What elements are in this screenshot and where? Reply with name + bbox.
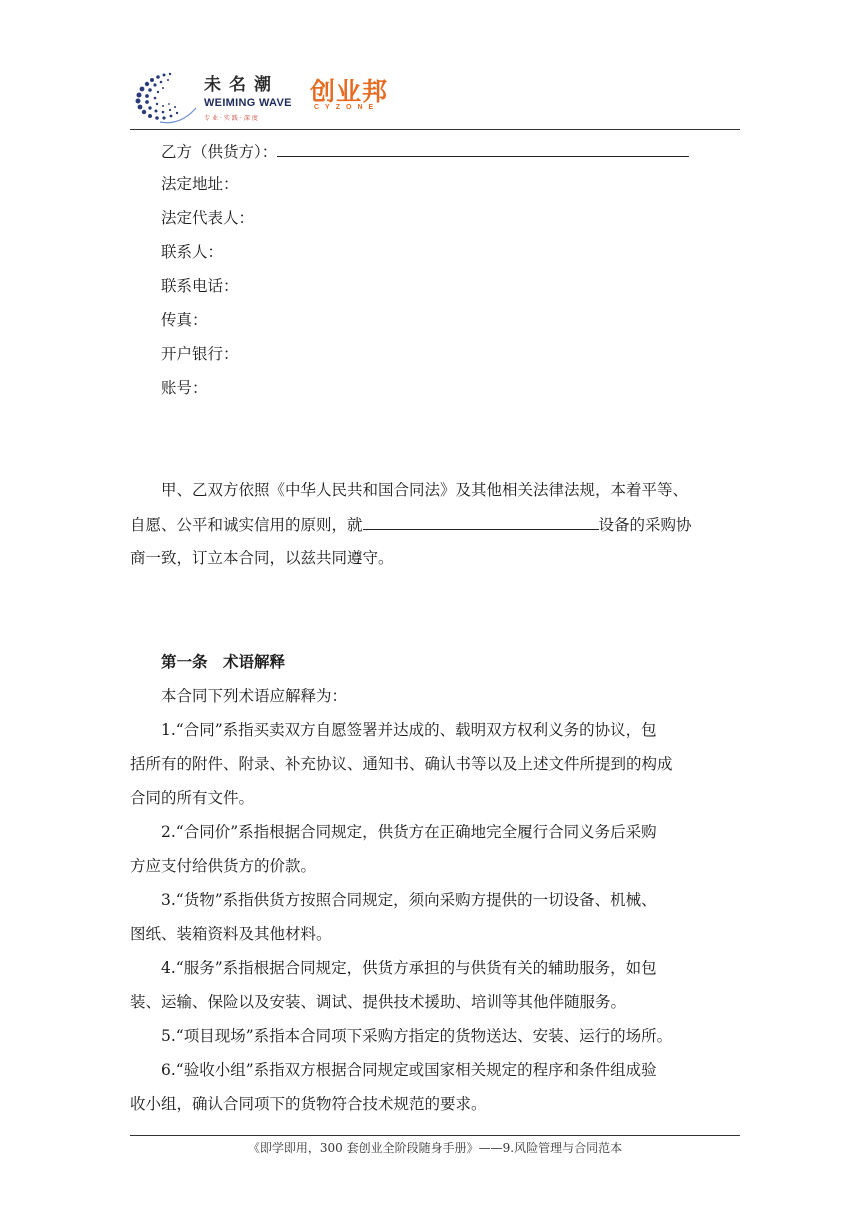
- field-account-number: 账号：: [161, 379, 208, 397]
- weiming-wave-logo-icon: [130, 68, 202, 126]
- term-service-line-1: 4.“服务”系指根据合同规定，供货方承担的与供货有关的辅助服务，如包: [161, 959, 657, 977]
- field-legal-representative: 法定代表人：: [161, 209, 255, 227]
- preamble-line-2-before: 自愿、公平和诚实信用的原则，就: [130, 516, 363, 534]
- header-divider: [130, 129, 740, 130]
- cyzone-cn-name: 创业邦: [310, 77, 389, 106]
- term-price-line-2: 方应支付给供货方的价款。: [130, 857, 317, 875]
- preamble-line-3: 商一致，订立本合同，以兹共同遵守。: [130, 549, 394, 567]
- field-contact-person: 联系人：: [161, 243, 224, 261]
- term-contract-line-3: 合同的所有文件。: [130, 789, 255, 807]
- page-footer: 《即学即用，300 套创业全阶段随身手册》——9.风险管理与合同范本: [247, 1141, 623, 1155]
- party-b-blank: [277, 141, 689, 157]
- term-contract-line-1: 1.“合同”系指买卖双方自愿签署并达成的、载明双方权利义务的协议，包: [161, 721, 657, 739]
- weiming-wave-wordmark: [204, 70, 292, 122]
- logo-en-name: WEIMING WAVE: [204, 97, 292, 109]
- logo-cn-name: 未名潮: [204, 75, 279, 95]
- cyzone-logo: [310, 78, 396, 111]
- preamble-line-2: [130, 514, 692, 535]
- article-1-intro: 本合同下列术语应解释为：: [161, 687, 348, 705]
- preamble-line-1: 甲、乙双方依照《中华人民共和国合同法》及其他相关法律法规，本着平等、: [161, 481, 689, 499]
- page-header: [130, 66, 740, 130]
- term-service-line-2: 装、运输、保险以及安装、调试、提供技术援助、培训等其他伴随服务。: [130, 993, 627, 1011]
- field-contact-phone: 联系电话：: [161, 277, 239, 295]
- term-price-line-1: 2.“合同价”系指根据合同规定，供货方在正确地完全履行合同义务后采购: [161, 823, 657, 841]
- field-bank: 开户银行：: [161, 345, 239, 363]
- field-fax: 传真：: [161, 311, 208, 329]
- cyzone-en-name: CYZONE: [314, 104, 380, 111]
- logo-slogan: 专业·实践·深度: [204, 115, 260, 122]
- term-goods-line-2: 图纸、装箱资料及其他材料。: [130, 925, 332, 943]
- term-goods-line-1: 3.“货物”系指供货方按照合同规定，须向采购方提供的一切设备、机械、: [161, 891, 657, 909]
- term-acceptance-line-1: 6.“验收小组”系指双方根据合同规定或国家相关规定的程序和条件组成验: [161, 1061, 657, 1079]
- party-b-label: 乙方（供货方）：: [161, 143, 278, 161]
- preamble-line-2-after: 设备的采购协: [598, 516, 692, 534]
- footer-divider: [130, 1135, 740, 1136]
- term-acceptance-line-2: 收小组，确认合同项下的货物符合技术规范的要求。: [130, 1095, 487, 1113]
- equipment-name-blank: [363, 514, 599, 530]
- term-site-line: 5.“项目现场”系指本合同项下采购方指定的货物送达、安装、运行的场所。: [161, 1027, 673, 1045]
- article-1-title: 第一条 术语解释: [161, 652, 286, 671]
- field-legal-address: 法定地址：: [161, 175, 239, 193]
- party-b-line: [161, 141, 689, 162]
- term-contract-line-2: 括所有的附件、附录、补充协议、通知书、确认书等以及上述文件所提到的构成: [130, 755, 673, 773]
